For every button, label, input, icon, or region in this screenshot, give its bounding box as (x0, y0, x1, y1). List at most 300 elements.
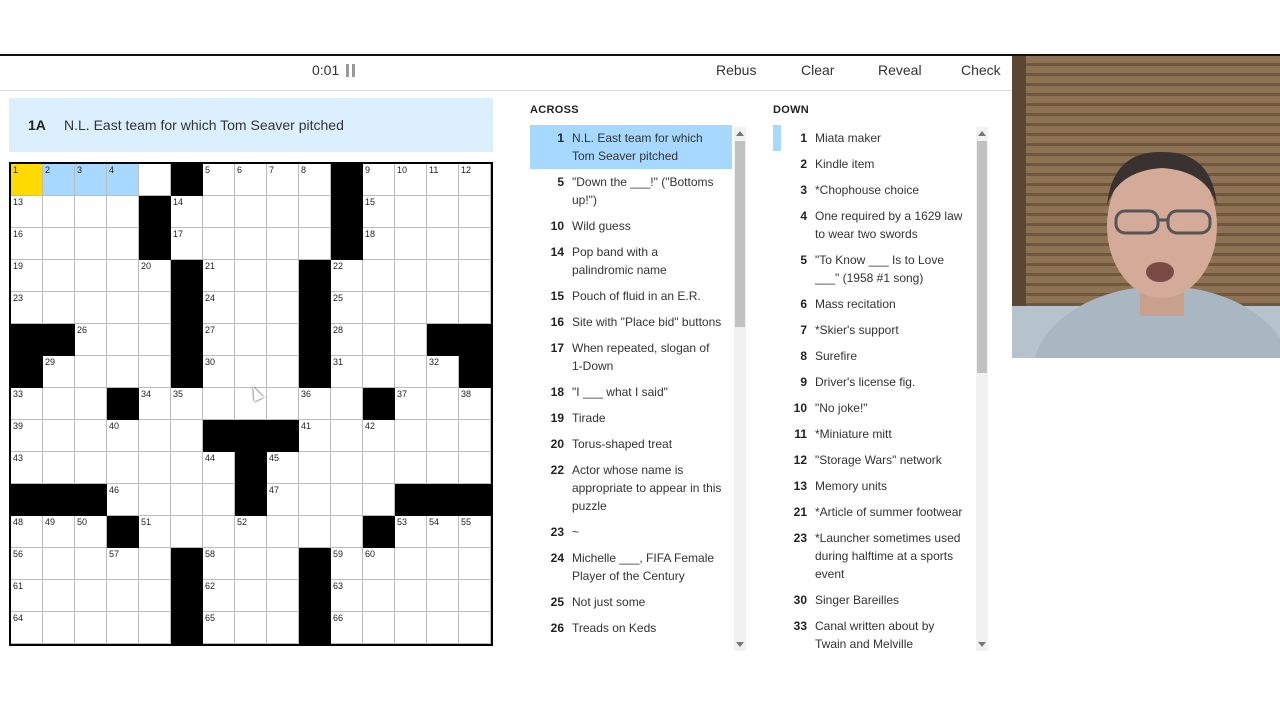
grid-cell[interactable] (331, 516, 363, 548)
across-scrollbar[interactable] (734, 127, 746, 651)
grid-cell[interactable] (75, 260, 107, 292)
across-clue-26[interactable] (530, 615, 732, 641)
clue-text: N.L. East team for which Tom Seaver pitched (572, 131, 703, 163)
grid-cell[interactable] (427, 292, 459, 324)
grid-cell[interactable] (139, 452, 171, 484)
grid-cell[interactable] (75, 548, 107, 580)
grid-cell[interactable] (203, 548, 235, 580)
cell-number: 45 (269, 453, 280, 463)
grid-cell[interactable] (235, 260, 267, 292)
grid-cell[interactable] (139, 612, 171, 644)
grid-cell[interactable] (331, 484, 363, 516)
cell-number: 33 (13, 389, 24, 399)
grid-cell[interactable] (139, 164, 171, 196)
cell-number: 24 (205, 293, 216, 303)
across-clue-10[interactable] (530, 213, 732, 239)
cell-number: 65 (205, 613, 216, 623)
cell-number: 30 (205, 357, 216, 367)
grid-cell[interactable] (11, 420, 43, 452)
across-clue-14[interactable] (530, 239, 732, 283)
grid-cell[interactable] (363, 580, 395, 612)
grid-cell[interactable] (395, 228, 427, 260)
grid-cell[interactable] (43, 580, 75, 612)
clue-text: "Down the ___!" ("Bottoms up!") (572, 175, 714, 207)
grid-cell[interactable] (363, 420, 395, 452)
grid-cell[interactable] (107, 164, 139, 196)
grid-cell[interactable] (331, 420, 363, 452)
grid-cell[interactable] (11, 196, 43, 228)
grid-cell[interactable] (203, 292, 235, 324)
grid-cell[interactable] (107, 196, 139, 228)
grid-cell[interactable] (75, 516, 107, 548)
grid-cell[interactable] (235, 356, 267, 388)
grid-cell[interactable] (363, 292, 395, 324)
grid-cell[interactable] (11, 516, 43, 548)
grid-cell[interactable] (363, 228, 395, 260)
grid-cell[interactable] (299, 484, 331, 516)
clue-text: *Miniature mitt (815, 427, 892, 441)
grid-cell[interactable] (299, 388, 331, 420)
grid-cell[interactable] (235, 548, 267, 580)
grid-cell[interactable] (203, 356, 235, 388)
across-clue-25[interactable] (530, 589, 732, 615)
grid-cell[interactable] (427, 420, 459, 452)
grid-cell[interactable] (363, 612, 395, 644)
clue-text: Tirade (572, 411, 606, 425)
cell-number: 52 (237, 517, 248, 527)
grid-cell[interactable] (267, 292, 299, 324)
clue-text: "No joke!" (815, 401, 868, 415)
grid-cell-black (331, 196, 363, 228)
check-button[interactable]: Check (961, 62, 1001, 78)
down-clue-6[interactable] (773, 291, 973, 317)
grid-cell[interactable] (363, 452, 395, 484)
down-clue-list[interactable] (773, 125, 973, 653)
grid-cell[interactable] (11, 260, 43, 292)
grid-cell[interactable] (235, 164, 267, 196)
grid-cell[interactable] (363, 260, 395, 292)
grid-cell[interactable] (459, 388, 491, 420)
grid-cell[interactable] (107, 356, 139, 388)
cell-number: 18 (365, 229, 376, 239)
grid-cell[interactable] (395, 548, 427, 580)
grid-cell[interactable] (75, 580, 107, 612)
grid-cell[interactable] (395, 580, 427, 612)
grid-cell[interactable] (107, 292, 139, 324)
grid-cell[interactable] (395, 164, 427, 196)
grid-cell[interactable] (43, 228, 75, 260)
down-clue-2[interactable] (773, 151, 973, 177)
down-clue-4[interactable] (773, 203, 973, 247)
cell-number: 44 (205, 453, 216, 463)
grid-cell[interactable] (427, 164, 459, 196)
grid-cell[interactable] (267, 164, 299, 196)
cell-number: 21 (205, 261, 216, 271)
grid-cell[interactable] (267, 228, 299, 260)
grid-cell[interactable] (459, 164, 491, 196)
across-clue-15[interactable] (530, 283, 732, 309)
down-clue-5[interactable] (773, 247, 973, 291)
clue-text: *Chophouse choice (815, 183, 920, 197)
grid-cell[interactable] (11, 452, 43, 484)
down-clue-3[interactable] (773, 177, 973, 203)
cell-number: 28 (333, 325, 344, 335)
grid-cell[interactable] (395, 388, 427, 420)
grid-cell[interactable] (427, 548, 459, 580)
cell-number: 50 (77, 517, 88, 527)
grid-cell[interactable] (427, 388, 459, 420)
grid-cell[interactable] (427, 452, 459, 484)
grid-cell[interactable] (331, 612, 363, 644)
rebus-button[interactable]: Rebus (716, 62, 757, 78)
grid-cell-black (363, 388, 395, 420)
grid-cell[interactable] (171, 516, 203, 548)
grid-cell[interactable] (75, 388, 107, 420)
clue-number: 6 (800, 297, 807, 311)
grid-cell[interactable] (75, 420, 107, 452)
grid-cell[interactable] (203, 324, 235, 356)
grid-cell[interactable] (363, 356, 395, 388)
down-clue-11[interactable] (773, 421, 973, 447)
grid-cell[interactable] (107, 452, 139, 484)
cell-number: 4 (109, 165, 115, 175)
grid-cell[interactable] (331, 548, 363, 580)
cell-number: 22 (333, 261, 344, 271)
clue-text: *Article of summer footwear (815, 505, 963, 519)
grid-cell[interactable] (267, 356, 299, 388)
grid-cell[interactable] (235, 612, 267, 644)
grid-cell[interactable] (107, 324, 139, 356)
grid-cell[interactable] (395, 260, 427, 292)
grid-cell[interactable] (427, 260, 459, 292)
crossword-grid[interactable] (9, 162, 493, 646)
grid-cell[interactable] (139, 388, 171, 420)
grid-cell[interactable] (171, 452, 203, 484)
cell-number: 42 (365, 421, 376, 431)
clue-number: 4 (800, 209, 807, 223)
grid-cell[interactable] (75, 356, 107, 388)
grid-cell-black (459, 356, 491, 388)
grid-cell-black (299, 292, 331, 324)
grid-cell[interactable] (11, 292, 43, 324)
down-clue-12[interactable] (773, 447, 973, 473)
cell-number: 20 (141, 261, 152, 271)
grid-cell-black (331, 228, 363, 260)
cell-number: 10 (397, 165, 408, 175)
grid-cell[interactable] (235, 228, 267, 260)
grid-cell-black (11, 356, 43, 388)
grid-cell[interactable] (299, 228, 331, 260)
grid-cell[interactable] (363, 164, 395, 196)
grid-cell[interactable] (107, 484, 139, 516)
grid-cell[interactable] (203, 388, 235, 420)
grid-cell[interactable] (171, 484, 203, 516)
grid-cell[interactable] (395, 612, 427, 644)
grid-cell[interactable] (11, 164, 43, 196)
grid-cell[interactable] (395, 452, 427, 484)
grid-cell[interactable] (395, 516, 427, 548)
grid-cell[interactable] (395, 356, 427, 388)
grid-cell[interactable] (75, 196, 107, 228)
grid-cell[interactable] (331, 356, 363, 388)
grid-cell[interactable] (331, 388, 363, 420)
grid-cell[interactable] (11, 548, 43, 580)
grid-cell-black (459, 484, 491, 516)
grid-cell[interactable] (459, 228, 491, 260)
across-clue-22[interactable] (530, 457, 732, 519)
grid-cell[interactable] (427, 228, 459, 260)
grid-cell[interactable] (139, 292, 171, 324)
grid-cell[interactable] (139, 548, 171, 580)
grid-cell[interactable] (427, 356, 459, 388)
grid-cell[interactable] (235, 196, 267, 228)
across-clue-16[interactable] (530, 309, 732, 335)
grid-cell[interactable] (267, 516, 299, 548)
grid-cell[interactable] (267, 484, 299, 516)
cell-number: 26 (77, 325, 88, 335)
cell-number: 57 (109, 549, 120, 559)
cell-number: 51 (141, 517, 152, 527)
grid-cell[interactable] (459, 420, 491, 452)
grid-cell[interactable] (331, 452, 363, 484)
grid-cell[interactable] (363, 548, 395, 580)
clue-text: When repeated, slogan of 1-Down (572, 341, 710, 373)
clue-number: 10 (793, 401, 807, 415)
grid-cell[interactable] (299, 164, 331, 196)
grid-cell[interactable] (203, 196, 235, 228)
grid-cell[interactable] (267, 324, 299, 356)
grid-cell-black (395, 484, 427, 516)
grid-cell[interactable] (427, 612, 459, 644)
grid-cell[interactable] (75, 324, 107, 356)
grid-cell[interactable] (43, 516, 75, 548)
grid-cell-black (11, 324, 43, 356)
grid-cell[interactable] (11, 388, 43, 420)
current-clue-number: 1A (28, 117, 46, 133)
down-clue-21[interactable] (773, 499, 973, 525)
across-clue-23[interactable] (530, 519, 732, 545)
clue-number: 15 (550, 289, 564, 303)
grid-cell[interactable] (331, 292, 363, 324)
grid-cell[interactable] (43, 388, 75, 420)
across-heading: ACROSS (530, 104, 579, 116)
grid-cell[interactable] (43, 452, 75, 484)
cell-number: 3 (77, 165, 83, 175)
grid-cell[interactable] (171, 196, 203, 228)
grid-cell[interactable] (11, 228, 43, 260)
clue-number: 9 (800, 375, 807, 389)
across-clue-list[interactable] (530, 125, 732, 653)
down-clue-33[interactable] (773, 613, 973, 653)
grid-cell[interactable] (459, 516, 491, 548)
grid-cell[interactable] (43, 356, 75, 388)
grid-cell[interactable] (43, 292, 75, 324)
grid-cell[interactable] (235, 292, 267, 324)
grid-cell[interactable] (43, 612, 75, 644)
grid-cell[interactable] (235, 516, 267, 548)
webcam-video (1012, 56, 1280, 358)
clue-number: 16 (550, 315, 564, 329)
grid-cell[interactable] (203, 260, 235, 292)
down-clue-7[interactable] (773, 317, 973, 343)
clue-number: 1 (800, 131, 807, 145)
current-clue-text: N.L. East team for which Tom Seaver pitched (64, 117, 344, 133)
grid-cell[interactable] (139, 260, 171, 292)
grid-cell[interactable] (267, 196, 299, 228)
scroll-thumb[interactable] (735, 141, 745, 327)
grid-cell[interactable] (203, 484, 235, 516)
down-clue-23[interactable] (773, 525, 973, 587)
grid-cell[interactable] (267, 260, 299, 292)
scroll-down-arrow-icon[interactable] (978, 642, 986, 647)
grid-cell[interactable] (459, 580, 491, 612)
grid-cell[interactable] (203, 452, 235, 484)
grid-cell[interactable] (139, 420, 171, 452)
timer[interactable] (312, 62, 356, 78)
grid-cell[interactable] (203, 612, 235, 644)
clue-number: 26 (550, 621, 564, 635)
grid-cell[interactable] (299, 452, 331, 484)
grid-cell[interactable] (139, 516, 171, 548)
grid-cell[interactable] (267, 388, 299, 420)
grid-cell[interactable] (171, 388, 203, 420)
grid-cell[interactable] (75, 164, 107, 196)
grid-cell[interactable] (427, 516, 459, 548)
grid-cell[interactable] (75, 452, 107, 484)
grid-cell[interactable] (75, 612, 107, 644)
grid-cell[interactable] (43, 420, 75, 452)
grid-cell[interactable] (363, 484, 395, 516)
grid-cell[interactable] (395, 420, 427, 452)
scroll-up-arrow-icon[interactable] (736, 131, 744, 136)
clue-number: 7 (800, 323, 807, 337)
grid-cell[interactable] (235, 324, 267, 356)
down-clue-30[interactable] (773, 587, 973, 613)
clue-number: 33 (793, 619, 807, 633)
grid-cell[interactable] (171, 228, 203, 260)
across-clue-1[interactable] (530, 125, 732, 169)
grid-cell[interactable] (43, 260, 75, 292)
grid-cell[interactable] (299, 196, 331, 228)
grid-cell[interactable] (395, 292, 427, 324)
grid-cell[interactable] (395, 324, 427, 356)
grid-cell[interactable] (107, 228, 139, 260)
cell-number: 7 (269, 165, 275, 175)
down-clue-10[interactable] (773, 395, 973, 421)
down-clue-1[interactable] (773, 125, 973, 151)
cell-number: 16 (13, 229, 24, 239)
grid-cell[interactable] (11, 580, 43, 612)
clear-button[interactable]: Clear (801, 62, 835, 78)
grid-cell[interactable] (107, 420, 139, 452)
grid-cell[interactable] (43, 548, 75, 580)
pause-icon[interactable] (346, 64, 356, 77)
grid-cell[interactable] (171, 420, 203, 452)
grid-cell[interactable] (267, 452, 299, 484)
reveal-button[interactable]: Reveal (878, 62, 922, 78)
cell-number: 63 (333, 581, 344, 591)
across-clue-19[interactable] (530, 405, 732, 431)
grid-cell[interactable] (11, 612, 43, 644)
grid-cell[interactable] (43, 196, 75, 228)
grid-cell[interactable] (363, 196, 395, 228)
grid-cell[interactable] (331, 260, 363, 292)
grid-cell[interactable] (331, 324, 363, 356)
grid-cell[interactable] (267, 612, 299, 644)
across-clue-18[interactable] (530, 379, 732, 405)
clue-number: 2 (800, 157, 807, 171)
down-scrollbar[interactable] (976, 127, 988, 651)
grid-cell-black (459, 324, 491, 356)
grid-cell[interactable] (267, 580, 299, 612)
grid-cell[interactable] (107, 548, 139, 580)
grid-cell[interactable] (139, 580, 171, 612)
grid-cell[interactable] (107, 612, 139, 644)
grid-cell[interactable] (203, 580, 235, 612)
clue-number: 1 (557, 131, 564, 145)
clue-text: Actor whose name is appropriate to appear in this puzzle (572, 463, 722, 513)
grid-cell[interactable] (203, 164, 235, 196)
down-clue-8[interactable] (773, 343, 973, 369)
grid-cell[interactable] (363, 324, 395, 356)
grid-cell[interactable] (139, 324, 171, 356)
across-clue-5[interactable] (530, 169, 732, 213)
grid-cell-black (75, 484, 107, 516)
cell-number: 23 (13, 293, 24, 303)
grid-cell[interactable] (459, 292, 491, 324)
grid-cell-black (427, 484, 459, 516)
scroll-down-arrow-icon[interactable] (736, 642, 744, 647)
clue-number: 10 (550, 219, 564, 233)
down-clue-13[interactable] (773, 473, 973, 499)
across-clue-24[interactable] (530, 545, 732, 589)
clue-text: "To Know ___ Is to Love ___" (1958 #1 song) (815, 253, 945, 285)
scroll-up-arrow-icon[interactable] (978, 131, 986, 136)
grid-cell[interactable] (459, 452, 491, 484)
grid-cell[interactable] (203, 516, 235, 548)
grid-cell[interactable] (459, 548, 491, 580)
grid-cell[interactable] (139, 484, 171, 516)
grid-cell[interactable] (107, 260, 139, 292)
grid-cell[interactable] (459, 612, 491, 644)
scroll-thumb[interactable] (977, 141, 987, 373)
grid-cell[interactable] (331, 580, 363, 612)
grid-cell[interactable] (235, 580, 267, 612)
grid-cell[interactable] (459, 196, 491, 228)
grid-cell-black (299, 612, 331, 644)
grid-cell[interactable] (139, 356, 171, 388)
cell-number: 12 (461, 165, 472, 175)
grid-cell[interactable] (43, 164, 75, 196)
grid-cell-black (139, 228, 171, 260)
down-clue-9[interactable] (773, 369, 973, 395)
cell-number: 14 (173, 197, 184, 207)
grid-cell[interactable] (299, 516, 331, 548)
grid-cell[interactable] (75, 228, 107, 260)
grid-cell[interactable] (267, 548, 299, 580)
grid-cell[interactable] (459, 260, 491, 292)
grid-cell[interactable] (75, 292, 107, 324)
grid-cell[interactable] (203, 228, 235, 260)
grid-cell[interactable] (395, 196, 427, 228)
across-clue-17[interactable] (530, 335, 732, 379)
grid-cell[interactable] (107, 580, 139, 612)
across-clue-20[interactable] (530, 431, 732, 457)
cell-number: 11 (429, 165, 439, 175)
grid-cell[interactable] (427, 196, 459, 228)
grid-cell[interactable] (427, 580, 459, 612)
grid-cell[interactable] (299, 420, 331, 452)
